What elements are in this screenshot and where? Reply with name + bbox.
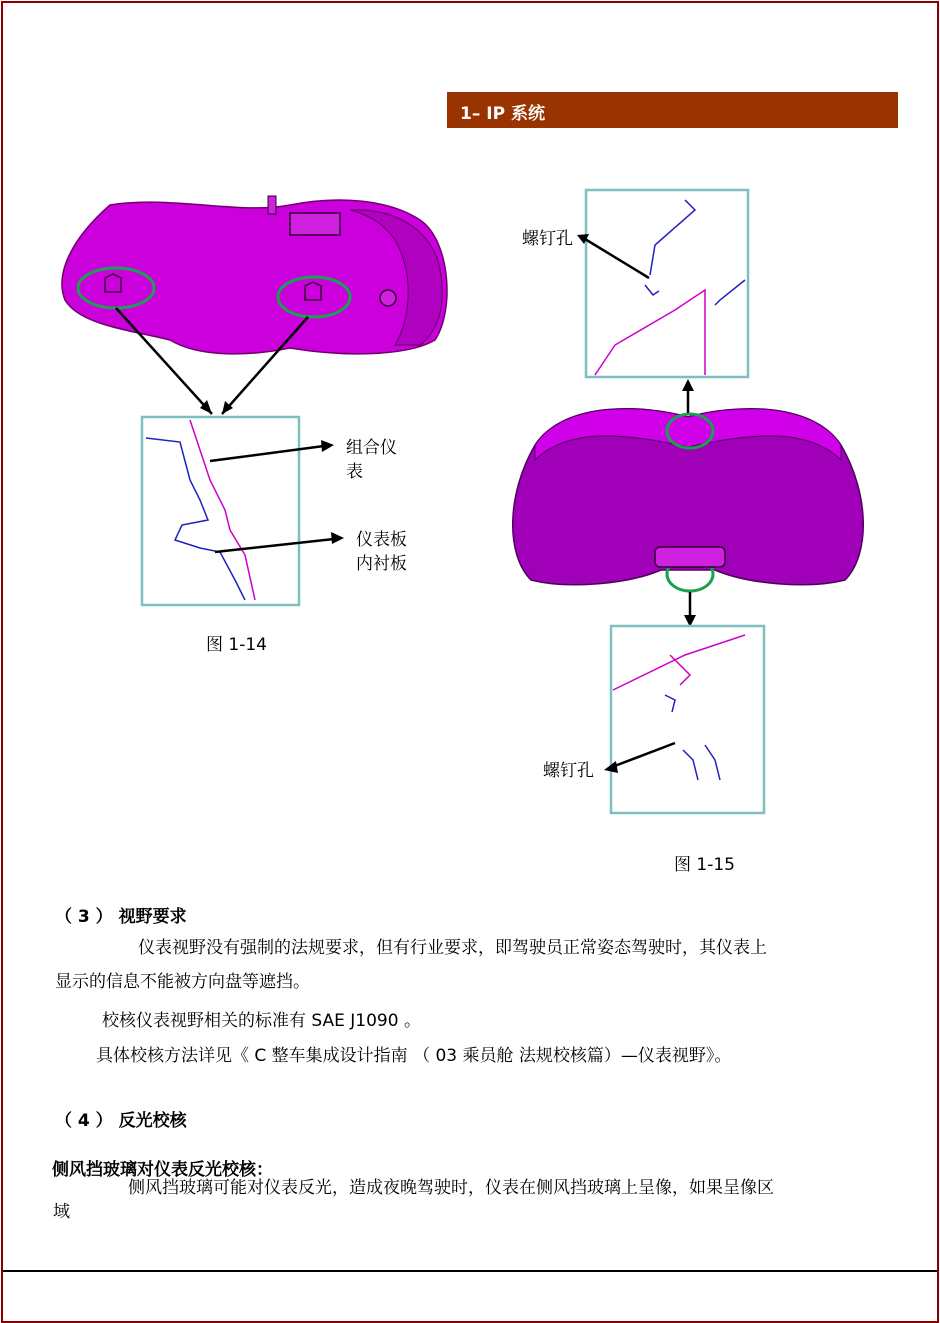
bottom-connector: [655, 547, 725, 567]
section-3-para1-line2: 显示的信息不能被方向盘等遮挡。: [55, 972, 310, 992]
footer-rule: [3, 1270, 937, 1272]
section-header-title: 1– IP 系统: [460, 104, 545, 124]
label-screw-hole-bottom: 螺钉孔: [543, 761, 594, 781]
cluster-clip: [268, 196, 276, 214]
section-4-para1-line2: 域: [53, 1202, 70, 1222]
arrow-cluster-label-head: [321, 440, 334, 452]
cluster-connector: [290, 213, 340, 235]
figure-14-caption: 图 1-14: [206, 635, 267, 655]
label-screw-hole-top: 螺钉孔: [522, 229, 573, 249]
label-panel-line2: 内衬板: [356, 554, 407, 574]
figure-15-caption: 图 1-15: [674, 855, 735, 875]
arrow-panel-label-head: [331, 532, 344, 544]
label-panel-line1: 仪表板: [356, 530, 407, 550]
label-cluster-line1: 组合仪: [346, 438, 397, 458]
cluster-boss: [380, 290, 396, 306]
arrow-up-head: [682, 379, 694, 391]
section-4-para1-line1: 侧风挡玻璃可能对仪表反光，造成夜晚驾驶时，仪表在侧风挡玻璃上呈像，如果呈像区: [128, 1178, 774, 1198]
section-4-subheading: 侧风挡玻璃对仪表反光校核：: [52, 1160, 273, 1180]
section-4-heading: （ 4 ） 反光校核: [55, 1111, 187, 1131]
inset-section-view: [142, 417, 299, 605]
section-3-heading: （ 3 ） 视野要求: [55, 907, 187, 927]
section-3-para3: 具体校核方法详见《 C 整车集成设计指南 （ 03 乘员舱 法规校核篇）—仪表视野》。: [96, 1046, 732, 1066]
inset-top: [586, 190, 748, 377]
section-3-para2: 校核仪表视野相关的标准有 SAE J1090 。: [102, 1011, 421, 1031]
figure-1-15: [505, 185, 875, 820]
label-cluster-line2: 表: [346, 462, 363, 482]
section-header-bar: [447, 92, 898, 128]
section-3-para1-line1: 仪表视野没有强制的法规要求，但有行业要求，即驾驶员正常姿态驾驶时，其仪表上: [138, 938, 767, 958]
